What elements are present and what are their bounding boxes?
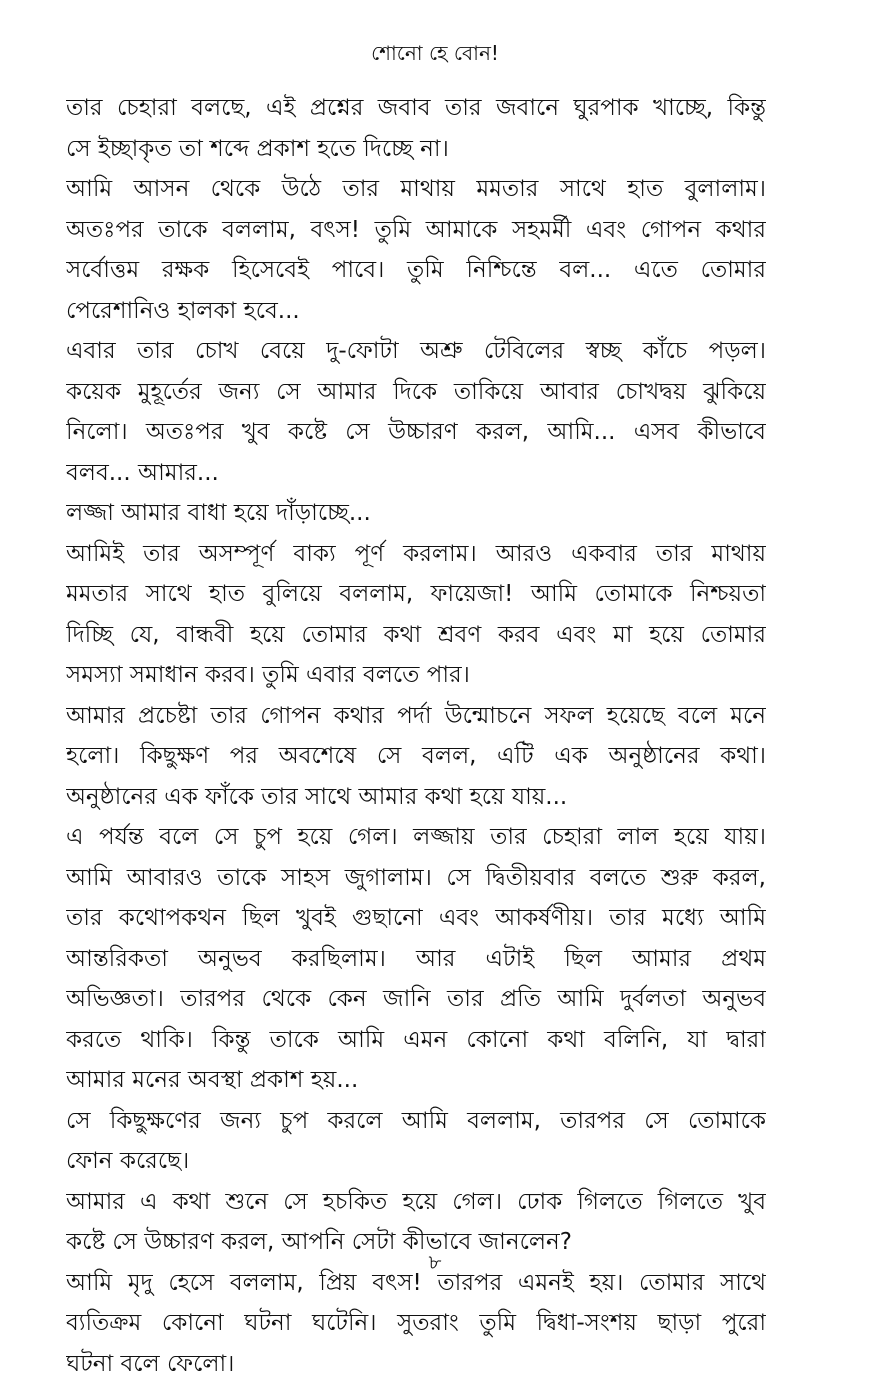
text-line: আমার এ কথা শুনে সে হচকিত হয়ে গেল। ঢোক গিলতে গিলতে খুব: [66, 1182, 766, 1223]
text-line: আমি আসন থেকে উঠে তার মাথায় মমতার সাথে হাত বুলালাম।: [66, 169, 766, 210]
text-line: কয়েক মুহূর্তের জন্য সে আমার দিকে তাকিয়ে আবার চোখদ্বয় ঝুকিয়ে: [66, 372, 766, 413]
running-head: শোনো হে বোন!: [0, 38, 870, 68]
text-line: হলো। কিছুক্ষণ পর অবশেষে সে বলল, এটি এক অনুষ্ঠানের কথা।: [66, 736, 766, 777]
text-line: আমিই তার অসম্পূর্ণ বাক্য পূর্ণ করলাম। আরও একবার তার মাথায়: [66, 534, 766, 575]
paragraph-2: [66, 169, 766, 331]
text-line: এ পর্যন্ত বলে সে চুপ হয়ে গেল। লজ্জায় তার চেহারা লাল হয়ে যায়।: [66, 817, 766, 858]
text-line: কষ্টে সে উচ্চারণ করল, আপনি সেটা কীভাবে জানলেন?: [66, 1222, 766, 1263]
text-line: আন্তরিকতা অনুভব করছিলাম। আর এটাই ছিল আমার প্রথম: [66, 939, 766, 980]
text-line: সে ইচ্ছাকৃত তা শব্দে প্রকাশ হতে দিচ্ছে না।: [66, 129, 766, 170]
text-line: অনুষ্ঠানের এক ফাঁকে তার সাথে আমার কথা হয়ে যায়...: [66, 777, 766, 818]
paragraph-6: [66, 696, 766, 818]
text-line: লজ্জা আমার বাধা হয়ে দাঁড়াচ্ছে...: [66, 493, 766, 534]
paragraph-4: [66, 493, 766, 534]
text-line: আমি আবারও তাকে সাহস জুগালাম। সে দ্বিতীয়বার বলতে শুরু করল,: [66, 858, 766, 899]
text-line: অভিজ্ঞতা। তারপর থেকে কেন জানি তার প্রতি আমি দুর্বলতা অনুভব: [66, 979, 766, 1020]
text-line: পেরেশানিও হালকা হবে...: [66, 291, 766, 332]
body-text: [66, 88, 766, 1384]
page-number: ৮: [0, 1250, 870, 1274]
text-line: সে কিছুক্ষণের জন্য চুপ করলে আমি বললাম, তারপর সে তোমাকে: [66, 1101, 766, 1142]
paragraph-7: [66, 817, 766, 1101]
paragraph-10: [66, 1263, 766, 1384]
text-line: আমি মৃদু হেসে বললাম, প্রিয় বৎস! তারপর এমনই হয়। তোমার সাথে: [66, 1263, 766, 1304]
text-line: তার কথোপকথন ছিল খুবই গুছানো এবং আকর্ষণীয়। তার মধ্যে আমি: [66, 898, 766, 939]
text-line: আমার প্রচেষ্টা তার গোপন কথার পর্দা উন্মোচনে সফল হয়েছে বলে মনে: [66, 696, 766, 737]
paragraph-8: [66, 1101, 766, 1182]
text-line: মমতার সাথে হাত বুলিয়ে বললাম, ফায়েজা! আমি তোমাকে নিশ্চয়তা: [66, 574, 766, 615]
text-line: ব্যতিক্রম কোনো ঘটনা ঘটেনি। সুতরাং তুমি দ্বিধা-সংশয় ছাড়া পুরো: [66, 1303, 766, 1344]
text-line: অতঃপর তাকে বললাম, বৎস! তুমি আমাকে সহমর্মী এবং গোপন কথার: [66, 210, 766, 251]
text-line: ফোন করেছে।: [66, 1141, 766, 1182]
paragraph-3: [66, 331, 766, 493]
paragraph-1: [66, 88, 766, 169]
text-line: আমার মনের অবস্থা প্রকাশ হয়...: [66, 1060, 766, 1101]
text-line: সর্বোত্তম রক্ষক হিসেবেই পাবে। তুমি নিশ্চিন্তে বল... এতে তোমার: [66, 250, 766, 291]
text-line: দিচ্ছি যে, বান্ধবী হয়ে তোমার কথা শ্রবণ করব এবং মা হয়ে তোমার: [66, 615, 766, 656]
text-line: ঘটনা বলে ফেলো।: [66, 1344, 766, 1384]
paragraph-5: [66, 534, 766, 696]
text-line: সমস্যা সমাধান করব। তুমি এবার বলতে পার।: [66, 655, 766, 696]
text-line: করতে থাকি। কিন্তু তাকে আমি এমন কোনো কথা বলিনি, যা দ্বারা: [66, 1020, 766, 1061]
text-line: বলব... আমার...: [66, 453, 766, 494]
text-line: এবার তার চোখ বেয়ে দু-ফোটা অশ্রু টেবিলের স্বচ্ছ কাঁচে পড়ল।: [66, 331, 766, 372]
text-line: নিলো। অতঃপর খুব কষ্টে সে উচ্চারণ করল, আমি... এসব কীভাবে: [66, 412, 766, 453]
text-line: তার চেহারা বলছে, এই প্রশ্নের জবাব তার জবানে ঘুরপাক খাচ্ছে, কিন্তু: [66, 88, 766, 129]
